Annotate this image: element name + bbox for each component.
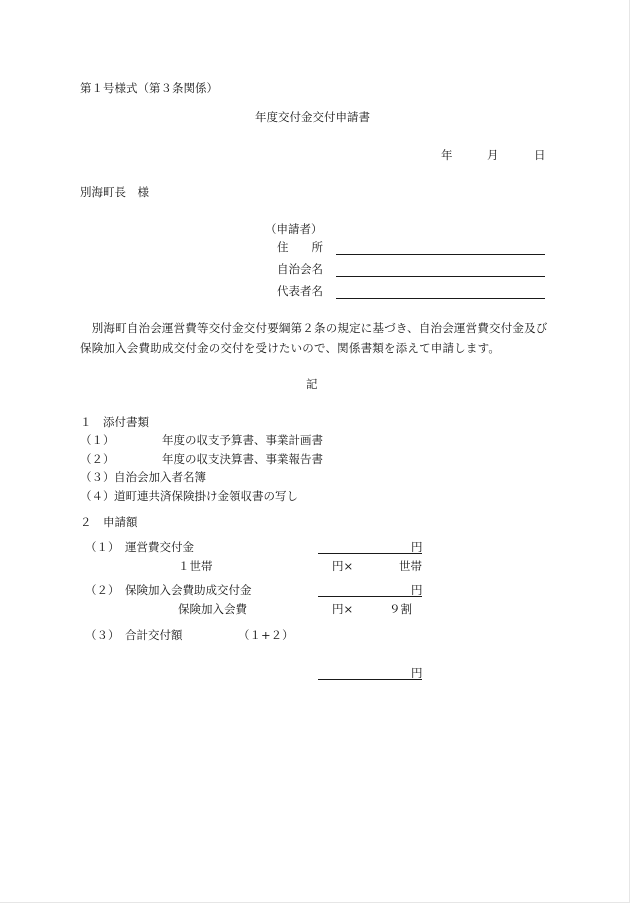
address-field	[336, 254, 545, 255]
attachment-item-text: 自治会加入者名簿	[114, 470, 206, 484]
insurance-fee-yen-times: 円×	[332, 602, 354, 616]
ninety-percent-label: ９割	[389, 602, 412, 616]
insurance-grant-amount-field	[318, 596, 422, 597]
operating-grant-amount-field	[318, 553, 422, 554]
address-label: 住 所	[277, 240, 323, 254]
attachments-heading: １ 添付書類	[80, 415, 149, 429]
applicant-heading: （申請者）	[265, 222, 323, 236]
total-grant-number: （３）	[85, 628, 120, 642]
date-year-label: 年	[441, 148, 453, 162]
date-month-label: 月	[487, 148, 499, 162]
form-number: 第１号様式（第３条関係）	[80, 81, 218, 95]
association-name-field	[336, 276, 545, 277]
attachment-item-text: 年度の収支予算書、事業計画書	[162, 433, 323, 447]
attachment-item-text: 道町連共済保険掛け金領収書の写し	[114, 489, 298, 503]
date-day-label: 日	[534, 148, 546, 162]
per-household-yen-times: 円×	[332, 559, 354, 573]
representative-name-field	[336, 298, 545, 299]
association-name-label: 自治会名	[277, 262, 323, 276]
attachment-item-number: （３）	[80, 470, 115, 484]
per-household-label: １世帯	[178, 559, 213, 573]
operating-grant-label: 運営費交付金	[125, 540, 194, 554]
attachment-item-number: （１）	[80, 433, 115, 447]
attachment-item-number: （２）	[80, 452, 115, 466]
insurance-grant-number: （２）	[85, 583, 120, 597]
attachment-item-number: （４）	[80, 489, 115, 503]
addressee: 別海町長 様	[80, 185, 149, 199]
request-paragraph-line-1: 別海町自治会運営費等交付金交付要綱第２条の規定に基づき、自治会運営費交付金及び	[80, 321, 548, 335]
operating-grant-yen-unit: 円	[411, 540, 423, 554]
representative-name-label: 代表者名	[277, 284, 323, 298]
form-title: 年度交付金交付申請書	[255, 110, 370, 124]
household-count-unit: 世帯	[399, 559, 422, 573]
requested-amount-heading: ２ 申請額	[80, 515, 138, 529]
insurance-grant-label: 保険加入会費助成交付金	[125, 583, 252, 597]
total-grant-label: 合計交付額	[125, 628, 183, 642]
total-grant-yen-unit: 円	[411, 666, 423, 680]
total-grant-formula: （１+２）	[238, 628, 294, 642]
request-paragraph-line-2: 保険加入会費助成交付金の交付を受けたいので、関係書類を添えて申請します。	[80, 341, 501, 355]
insurance-fee-label: 保険加入会費	[178, 602, 247, 616]
operating-grant-number: （１）	[85, 540, 120, 554]
insurance-grant-yen-unit: 円	[411, 583, 423, 597]
total-grant-amount-field	[318, 679, 422, 680]
ki-heading: 記	[306, 377, 318, 391]
attachment-item-text: 年度の収支決算書、事業報告書	[162, 452, 323, 466]
